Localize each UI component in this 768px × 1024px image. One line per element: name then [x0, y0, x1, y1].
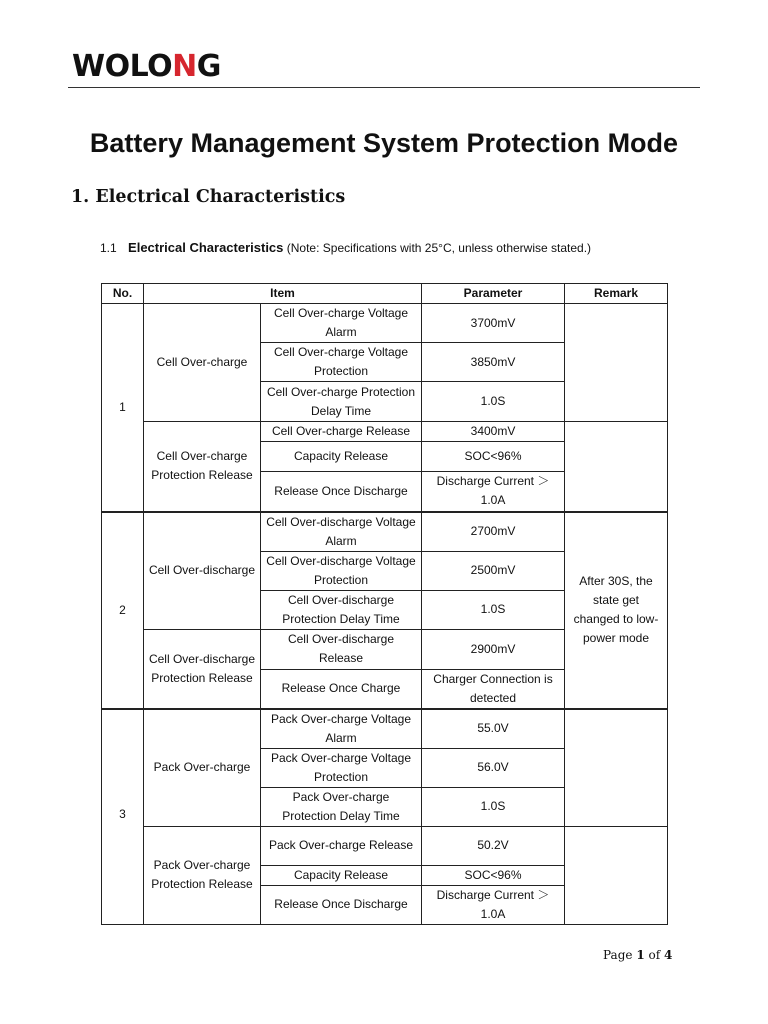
item-cell: Release Once Discharge: [261, 885, 422, 924]
table-header-row: [102, 284, 668, 304]
item-cell: Release Once Charge: [261, 669, 422, 709]
parameter-cell: 2900mV: [422, 629, 565, 669]
category-cell: Cell Over-charge: [144, 304, 261, 422]
section-number: 1.: [71, 187, 90, 207]
remark-cell: After 30S, the state get changed to low-power mode: [565, 512, 668, 709]
item-cell: Pack Over-charge Protection Delay Time: [261, 787, 422, 826]
parameter-cell: 2500mV: [422, 551, 565, 590]
subsection-number: 1.1: [100, 241, 117, 255]
item-cell: Cell Over-charge Protection Delay Time: [261, 382, 422, 422]
category-cell: Cell Over-discharge Protection Release: [144, 629, 261, 709]
parameter-cell: SOC<96%: [422, 865, 565, 885]
category-cell: Pack Over-charge: [144, 709, 261, 827]
page-number: Page 1 of 4: [603, 948, 673, 962]
section-heading: [71, 187, 345, 207]
document-title: Battery Management System Protection Mode: [89, 128, 679, 158]
item-cell: Cell Over-discharge Voltage Alarm: [261, 512, 422, 552]
item-cell: Cell Over-charge Release: [261, 422, 422, 442]
remark-cell: [565, 709, 668, 827]
header-parameter: Parameter: [422, 284, 565, 304]
parameter-cell: 1.0S: [422, 590, 565, 629]
header-divider: [68, 87, 700, 88]
subsection-heading: [100, 240, 591, 255]
item-cell: Cell Over-charge Voltage Protection: [261, 343, 422, 382]
item-cell: Pack Over-charge Voltage Alarm: [261, 709, 422, 749]
table-row: [102, 512, 668, 552]
item-cell: Pack Over-charge Release: [261, 826, 422, 865]
item-cell: Cell Over-charge Voltage Alarm: [261, 304, 422, 343]
remark-cell: [565, 304, 668, 422]
company-logo: WOLONG: [72, 49, 221, 84]
table-row: [102, 304, 668, 343]
parameter-cell: 1.0S: [422, 787, 565, 826]
parameter-cell: Discharge Current ＞ 1.0A: [422, 885, 565, 924]
row-number: 2: [102, 512, 144, 709]
item-cell: Pack Over-charge Voltage Protection: [261, 748, 422, 787]
category-cell: Cell Over-discharge: [144, 512, 261, 630]
characteristics-table: [101, 283, 668, 925]
item-cell: Cell Over-discharge Protection Delay Time: [261, 590, 422, 629]
item-cell: Cell Over-discharge Release: [261, 629, 422, 669]
parameter-cell: Discharge Current ＞ 1.0A: [422, 472, 565, 512]
category-cell: Pack Over-charge Protection Release: [144, 826, 261, 924]
section-title: Electrical Characteristics: [95, 187, 346, 207]
item-cell: Cell Over-discharge Voltage Protection: [261, 551, 422, 590]
parameter-cell: Charger Connection is detected: [422, 669, 565, 709]
item-cell: Release Once Discharge: [261, 472, 422, 512]
parameter-cell: 55.0V: [422, 709, 565, 749]
parameter-cell: 3850mV: [422, 343, 565, 382]
parameter-cell: 1.0S: [422, 382, 565, 422]
parameter-cell: 3700mV: [422, 304, 565, 343]
table-row: [102, 709, 668, 749]
table-row: [102, 826, 668, 865]
item-cell: Capacity Release: [261, 865, 422, 885]
category-cell: Cell Over-charge Protection Release: [144, 422, 261, 512]
item-cell: Capacity Release: [261, 442, 422, 472]
parameter-cell: 50.2V: [422, 826, 565, 865]
row-number: 1: [102, 304, 144, 512]
subsection-title: Electrical Characteristics: [128, 240, 284, 255]
header-item: Item: [144, 284, 422, 304]
parameter-cell: 3400mV: [422, 422, 565, 442]
remark-cell: [565, 826, 668, 924]
header-no: No.: [102, 284, 144, 304]
parameter-cell: SOC<96%: [422, 442, 565, 472]
remark-cell: [565, 422, 668, 512]
parameter-cell: 2700mV: [422, 512, 565, 552]
header-remark: Remark: [565, 284, 668, 304]
table-row: [102, 422, 668, 442]
parameter-cell: 56.0V: [422, 748, 565, 787]
row-number: 3: [102, 709, 144, 925]
subsection-note: (Note: Specifications with 25°C, unless otherwise stated.): [286, 241, 592, 255]
